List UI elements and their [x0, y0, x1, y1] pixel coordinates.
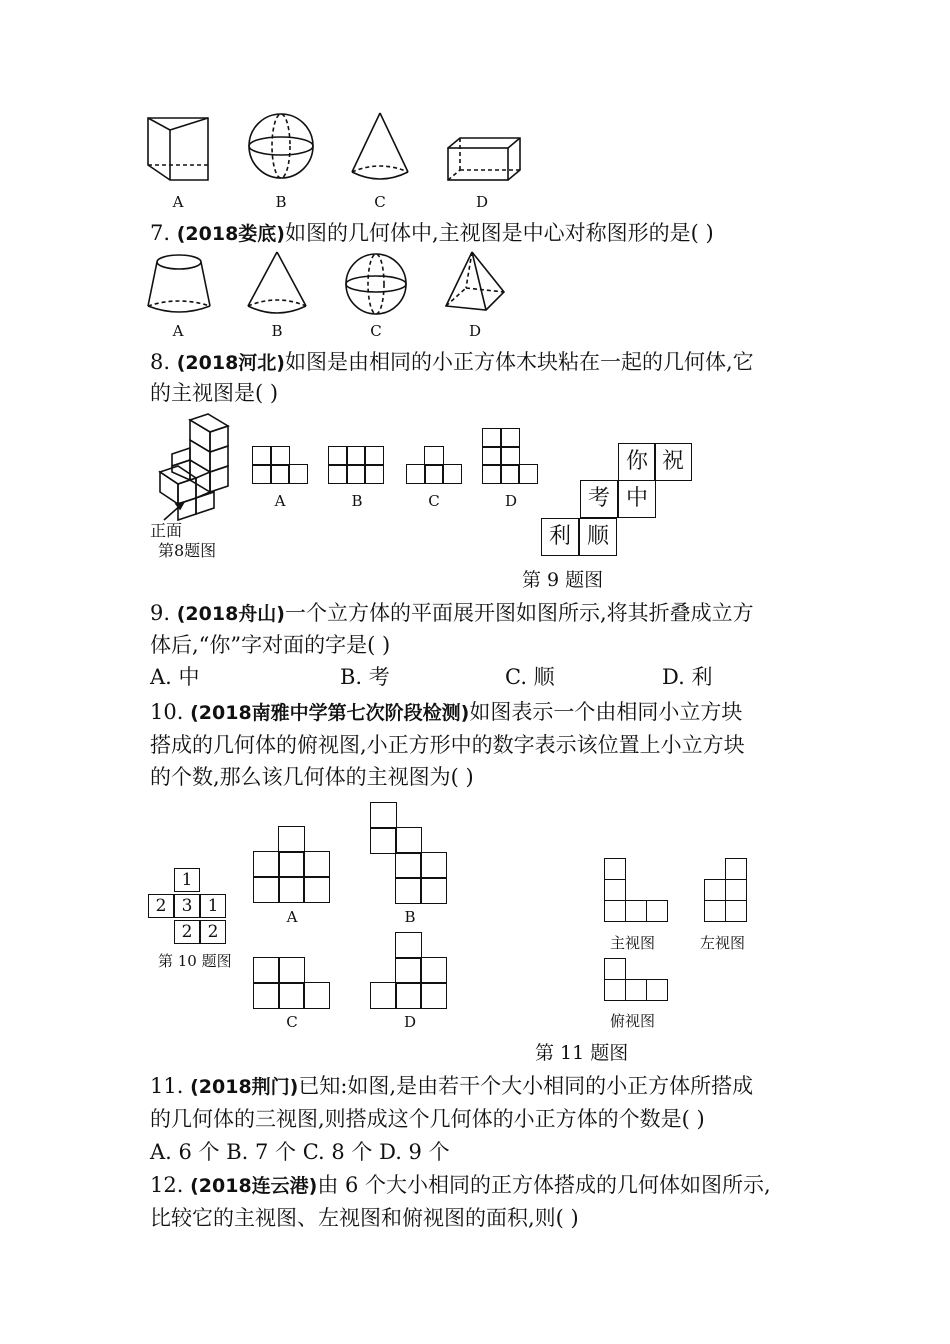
- q10-grid-cell: 1: [174, 868, 200, 892]
- q9-option-b: B. 考: [340, 665, 390, 689]
- q7-frustum-figure: [142, 250, 217, 320]
- q10-grid-cell: 2: [200, 920, 226, 944]
- fig9-cell-kao: 考: [580, 480, 618, 518]
- q8-option-b-cell: [346, 464, 366, 484]
- q6-option-b-label: B: [275, 193, 287, 211]
- fig11-top-cell: [604, 958, 626, 980]
- q9-option-c: C. 顺: [505, 665, 555, 689]
- q12-number: 12.: [150, 1173, 184, 1197]
- q10-option-b-cell: [420, 877, 447, 904]
- fig11-left-cell: [704, 900, 726, 922]
- fig11-front-cell: [604, 879, 626, 901]
- fig11-top-label: 俯视图: [610, 1012, 656, 1030]
- q8-option-b-cell: [328, 464, 348, 484]
- q9-number: 9.: [150, 601, 171, 625]
- q11-source: (2018荆门): [190, 1076, 299, 1098]
- fig9-cell-shun: 顺: [579, 518, 617, 556]
- q10-option-d-cell: [420, 957, 447, 984]
- fig11-left-cell: [725, 879, 747, 901]
- q10-source: (2018南雅中学第七次阶段检测): [190, 702, 470, 724]
- q10-option-a-cell: [278, 826, 305, 853]
- q10-option-c-label: C: [286, 1013, 298, 1031]
- q8-source: (2018河北): [176, 352, 285, 374]
- q8-option-a-cell: [252, 446, 272, 466]
- q8-front-label: 正面: [150, 521, 183, 540]
- fig11-caption: 第 11 题图: [535, 1042, 629, 1064]
- q10-option-c-cell: [303, 982, 330, 1009]
- q6-sphere-figure: [245, 110, 317, 182]
- q7-text: 如图的几何体中,主视图是中心对称图形的是( ): [284, 221, 714, 245]
- q11-number: 11.: [150, 1074, 184, 1098]
- q10-option-a-cell: [278, 876, 305, 903]
- q11-text-line1: 已知:如图,是由若干个大小相同的小正方体所搭成: [298, 1074, 754, 1098]
- fig11-front-label: 主视图: [610, 934, 656, 952]
- q10-option-a-cell: [303, 876, 330, 903]
- q10-option-d-cell: [370, 982, 397, 1009]
- q12-stem-line2: 比较它的主视图、左视图和俯视图的面积,则( ): [150, 1206, 579, 1230]
- q6-option-d-label: D: [475, 193, 489, 211]
- q8-option-b-label: B: [351, 492, 363, 510]
- q8-option-a-cell: [270, 464, 290, 484]
- q10-option-b-cell: [370, 802, 397, 829]
- q10-option-a-cell: [253, 851, 280, 878]
- q10-option-c-cell: [253, 982, 280, 1009]
- q10-option-d-cell: [420, 982, 447, 1009]
- q9-text-line1: 一个立方体的平面展开图如图所示,将其折叠成立方: [284, 601, 754, 625]
- q10-option-d-cell: [395, 957, 422, 984]
- q10-grid-cell: 2: [148, 894, 174, 918]
- q8-option-d-cell: [482, 446, 502, 466]
- q8-stem-line1: [150, 347, 754, 379]
- q7-sphere-figure: [342, 250, 410, 318]
- fig11-left-cell: [725, 900, 747, 922]
- q6-option-c-label: C: [374, 193, 386, 211]
- q9-option-a: A. 中: [150, 665, 200, 689]
- q6-prism-figure: [140, 110, 220, 190]
- q8-text-line1: 如图是由相同的小正方体木块粘在一起的几何体,它: [284, 350, 754, 374]
- q8-stem-line2: 的主视图是( ): [150, 381, 279, 405]
- q10-option-b-cell: [395, 877, 422, 904]
- fig9-cell-li: 利: [541, 518, 579, 556]
- q8-option-d-cell: [518, 464, 538, 484]
- q9-stem-line1: [150, 598, 754, 630]
- q11-stem-line2: 的几何体的三视图,则搭成这个几何体的小正方体的个数是( ): [150, 1107, 705, 1131]
- fig11-front-cell: [604, 858, 626, 880]
- q7-pyramid-figure: [440, 248, 510, 323]
- q12-source: (2018连云港): [190, 1175, 318, 1197]
- q7-source: (2018娄底): [176, 223, 285, 245]
- q10-text-line1: 如图表示一个由相同小立方块: [469, 700, 743, 724]
- q10-option-a-cell: [253, 876, 280, 903]
- q10-option-b-cell: [395, 852, 422, 879]
- q7-number: 7.: [150, 221, 171, 245]
- q8-option-a-label: A: [274, 492, 286, 510]
- q9-option-d: D. 利: [662, 665, 713, 689]
- fig9-cell-zhong: 中: [618, 480, 656, 518]
- fig11-top-cell: [646, 979, 668, 1001]
- q7-option-b-label: B: [271, 322, 283, 340]
- q10-stem-line1: [150, 697, 742, 729]
- q8-option-a-cell: [270, 446, 290, 466]
- q10-stem-line2: 搭成的几何体的俯视图,小正方形中的数字表示该位置上小立方块: [150, 733, 745, 757]
- q10-option-d-cell: [395, 932, 422, 959]
- q8-option-d-cell: [482, 464, 502, 484]
- q9-source: (2018舟山): [176, 603, 285, 625]
- q8-option-c-cell: [406, 464, 426, 484]
- q7-cone-figure: [242, 248, 312, 323]
- q8-option-c-cell: [424, 446, 444, 466]
- q12-stem-line1: [150, 1170, 771, 1202]
- q8-figure-caption: 第8题图: [158, 541, 217, 560]
- q8-option-d-cell: [482, 428, 502, 448]
- fig11-front-cell: [604, 900, 626, 922]
- fig11-front-cell: [646, 900, 668, 922]
- q10-grid-cell: 3: [174, 894, 200, 918]
- q8-option-b-cell: [346, 446, 366, 466]
- fig11-front-cell: [625, 900, 647, 922]
- q7-option-d-label: D: [468, 322, 482, 340]
- q10-number: 10.: [150, 700, 184, 724]
- fig11-left-label: 左视图: [700, 934, 746, 952]
- q10-option-c-cell: [278, 982, 305, 1009]
- fig11-left-cell: [704, 879, 726, 901]
- q10-option-b-cell: [370, 827, 397, 854]
- q8-option-d-cell: [500, 428, 520, 448]
- fig11-top-cell: [625, 979, 647, 1001]
- q10-option-b-cell: [420, 852, 447, 879]
- q10-option-d-label: D: [403, 1013, 417, 1031]
- q8-option-a-cell: [288, 464, 308, 484]
- q8-option-d-cell: [500, 446, 520, 466]
- q8-option-b-cell: [328, 446, 348, 466]
- q8-option-d-label: D: [504, 492, 518, 510]
- q10-option-a-cell: [278, 851, 305, 878]
- q8-option-c-cell: [424, 464, 444, 484]
- q10-option-a-cell: [303, 851, 330, 878]
- q6-cuboid-figure: [440, 130, 530, 190]
- q6-cone-figure: [345, 108, 415, 188]
- q11-stem-line1: [150, 1071, 753, 1103]
- q8-option-d-cell: [500, 464, 520, 484]
- q10-option-b-cell: [395, 827, 422, 854]
- q7-stem: [150, 218, 714, 250]
- fig9-cell-zhu: 祝: [654, 443, 692, 481]
- q10-option-a-label: A: [286, 908, 298, 926]
- q8-option-b-cell: [364, 464, 384, 484]
- q11-options: A. 6 个 B. 7 个 C. 8 个 D. 9 个: [150, 1140, 450, 1164]
- q10-option-d-cell: [395, 982, 422, 1009]
- q8-number: 8.: [150, 350, 171, 374]
- q8-option-c-cell: [442, 464, 462, 484]
- q10-figure-caption: 第 10 题图: [158, 952, 232, 970]
- q8-option-c-label: C: [428, 492, 440, 510]
- q8-option-b-cell: [364, 446, 384, 466]
- fig9-cell-ni: 你: [618, 443, 656, 481]
- q6-option-a-label: A: [172, 193, 184, 211]
- fig9-caption: 第 9 题图: [522, 569, 604, 591]
- fig11-top-cell: [604, 979, 626, 1001]
- q9-stem-line2: 体后,“你”字对面的字是( ): [150, 633, 391, 657]
- q7-option-a-label: A: [172, 322, 184, 340]
- q10-option-c-cell: [253, 957, 280, 984]
- fig11-left-cell: [725, 858, 747, 880]
- q10-stem-line3: 的个数,那么该几何体的主视图为( ): [150, 765, 474, 789]
- q7-option-c-label: C: [370, 322, 382, 340]
- q10-option-b-label: B: [404, 908, 416, 926]
- q10-grid-cell: 2: [174, 920, 200, 944]
- q8-option-a-cell: [252, 464, 272, 484]
- q10-option-c-cell: [278, 957, 305, 984]
- q12-text-line1: 由 6 个大小相同的正方体搭成的几何体如图所示,: [317, 1173, 771, 1197]
- q10-grid-cell: 1: [200, 894, 226, 918]
